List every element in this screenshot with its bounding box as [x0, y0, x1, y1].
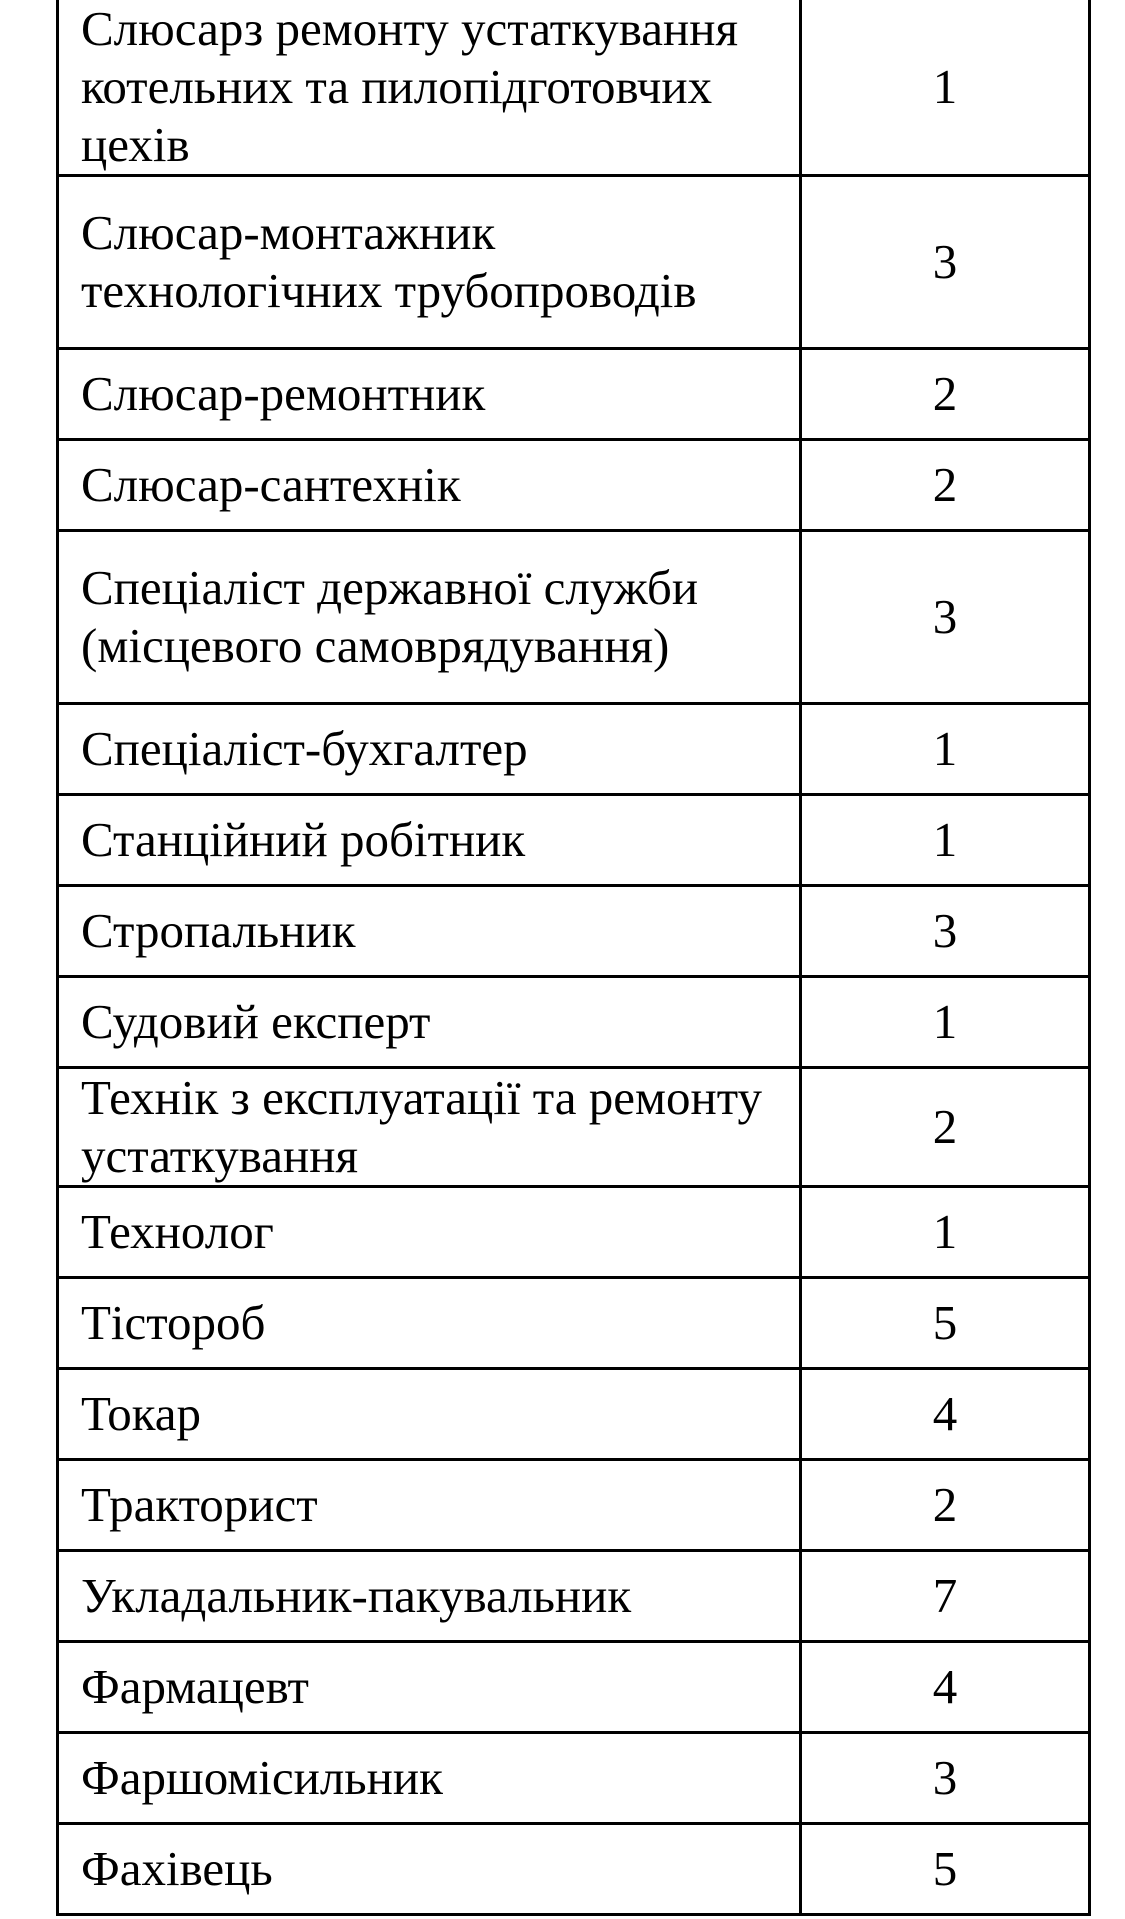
- table-row: [58, 176, 1090, 349]
- vacancy-count: 1: [932, 1204, 958, 1259]
- vacancy-count: 7: [932, 1568, 958, 1623]
- vacancy-count: 5: [932, 1841, 958, 1896]
- vacancy-count-cell: [801, 1068, 1090, 1187]
- vacancy-count-cell: [801, 1187, 1090, 1278]
- profession-name-cell: [58, 440, 801, 531]
- profession-name: Станційний робітник: [81, 812, 526, 867]
- table-row: [58, 1642, 1090, 1733]
- profession-name-cell: [58, 1460, 801, 1551]
- vacancy-count-cell: [801, 531, 1090, 704]
- profession-name-cell: [58, 1369, 801, 1460]
- profession-name: Технік з експлуатації та ремонту устаткування: [81, 1070, 762, 1183]
- vacancy-count: 3: [932, 1750, 958, 1805]
- vacancy-count-cell: [801, 176, 1090, 349]
- profession-name: Тракторист: [81, 1477, 318, 1532]
- profession-name: Фаршомісильник: [81, 1750, 443, 1805]
- table-row: [58, 795, 1090, 886]
- profession-name: Слюсар-ремонтник: [81, 366, 486, 421]
- vacancy-count-cell: [801, 1369, 1090, 1460]
- table-row: [58, 0, 1090, 176]
- profession-name-cell: [58, 1551, 801, 1642]
- table-row: [58, 1733, 1090, 1824]
- table-row: [58, 1187, 1090, 1278]
- vacancy-count-cell: [801, 0, 1090, 176]
- profession-name-cell: [58, 1187, 801, 1278]
- profession-name-cell: [58, 0, 801, 176]
- vacancy-count: 1: [932, 59, 958, 114]
- profession-name: Слюсарз ремонту устаткування котельних та пилопідготовчих цехів: [81, 1, 739, 172]
- vacancy-count-cell: [801, 440, 1090, 531]
- table-row: [58, 1369, 1090, 1460]
- vacancy-count: 3: [932, 903, 958, 958]
- vacancy-count: 2: [932, 1099, 958, 1154]
- profession-name: Судовий експерт: [81, 994, 431, 1049]
- vacancy-count-cell: [801, 1642, 1090, 1733]
- profession-name: Фармацевт: [81, 1659, 309, 1714]
- vacancy-count: 2: [932, 457, 958, 512]
- vacancy-count: 5: [932, 1295, 958, 1350]
- profession-table: [56, 0, 1091, 1916]
- vacancy-count: 3: [932, 234, 958, 289]
- table-row: [58, 1824, 1090, 1915]
- table-row: [58, 886, 1090, 977]
- table-row: [58, 1551, 1090, 1642]
- table-row: [58, 1068, 1090, 1187]
- profession-name: Укладальник-пакувальник: [81, 1568, 632, 1623]
- profession-name-cell: [58, 531, 801, 704]
- profession-name: Спеціаліст державної служби (місцевого самоврядування): [81, 560, 699, 673]
- profession-name-cell: [58, 1278, 801, 1369]
- vacancy-count-cell: [801, 977, 1090, 1068]
- profession-name-cell: [58, 977, 801, 1068]
- vacancy-count: 2: [932, 1477, 958, 1532]
- vacancy-count-cell: [801, 349, 1090, 440]
- profession-name: Стропальник: [81, 903, 356, 958]
- table-row: [58, 1278, 1090, 1369]
- table-row: [58, 1460, 1090, 1551]
- table-row: [58, 349, 1090, 440]
- profession-name-cell: [58, 1068, 801, 1187]
- profession-name-cell: [58, 349, 801, 440]
- profession-name-cell: [58, 176, 801, 349]
- table-row: [58, 440, 1090, 531]
- profession-name: Спеціаліст-бухгалтер: [81, 721, 528, 776]
- profession-name-cell: [58, 1824, 801, 1915]
- profession-name: Слюсар-сантехнік: [81, 457, 461, 512]
- vacancy-count-cell: [801, 1278, 1090, 1369]
- vacancy-count-cell: [801, 886, 1090, 977]
- vacancy-count-cell: [801, 704, 1090, 795]
- profession-name: Технолог: [81, 1204, 274, 1259]
- profession-name-cell: [58, 1733, 801, 1824]
- profession-name: Фахівець: [81, 1841, 273, 1896]
- vacancy-count-cell: [801, 1460, 1090, 1551]
- vacancy-count: 1: [932, 721, 958, 776]
- profession-name-cell: [58, 795, 801, 886]
- vacancy-count: 3: [932, 589, 958, 644]
- vacancy-count: 1: [932, 812, 958, 867]
- profession-name-cell: [58, 704, 801, 795]
- vacancy-count-cell: [801, 1551, 1090, 1642]
- vacancy-count-cell: [801, 795, 1090, 886]
- vacancy-count: 2: [932, 366, 958, 421]
- table-row: [58, 704, 1090, 795]
- profession-name: Тістороб: [81, 1295, 266, 1350]
- vacancy-count: 4: [932, 1659, 958, 1714]
- profession-name: Слюсар-монтажник технологічних трубопроводів: [81, 205, 697, 318]
- vacancy-count: 1: [932, 994, 958, 1049]
- profession-name-cell: [58, 886, 801, 977]
- profession-name-cell: [58, 1642, 801, 1733]
- profession-name: Токар: [81, 1386, 202, 1441]
- vacancy-count-cell: [801, 1733, 1090, 1824]
- vacancy-count: 4: [932, 1386, 958, 1441]
- vacancy-count-cell: [801, 1824, 1090, 1915]
- table-row: [58, 977, 1090, 1068]
- table-row: [58, 531, 1090, 704]
